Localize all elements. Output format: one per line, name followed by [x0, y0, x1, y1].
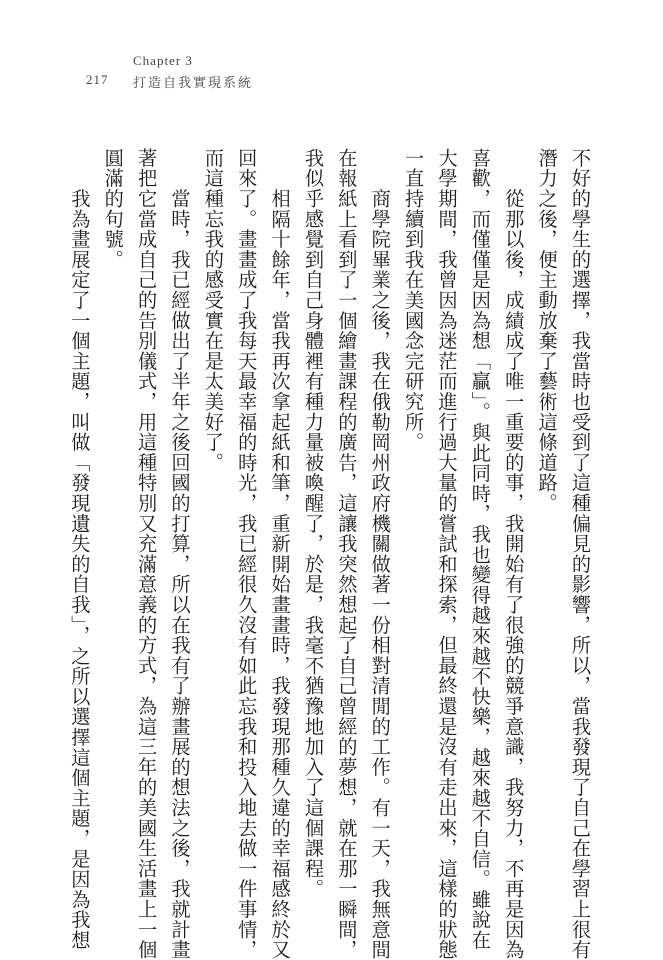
- text-column: 我為畫展定了一個主題，叫做「發現遺失的自我」，之所以選擇這個主題，是因為我想: [68, 148, 92, 951]
- text-column: 圓滿的句號。: [101, 148, 125, 270]
- text-column: 一直持續到我在美國念完研究所。: [402, 148, 426, 453]
- text-column: 從那以後，成績成了唯一重要的事，我開始有了很強的競爭意識，我努力，不再是因為: [502, 148, 526, 960]
- text-column: 商學院畢業之後，我在俄勒岡州政府機關做著一份相對清閒的工作。有一天，我無意間: [368, 148, 392, 960]
- chapter-title: 打造自我實現系統: [133, 76, 254, 91]
- text-column: 當時，我已經做出了半年之後回國的打算，所以在我有了辦畫展的想法之後，我就計畫: [168, 148, 192, 960]
- text-column: 在報紙上看到了一個繪畫課程的廣告，這讓我突然想起了自己曾經的夢想，就在那一瞬間，: [335, 148, 359, 960]
- text-column: 潛力之後，便主動放棄了藝術這條道路。: [535, 148, 559, 514]
- text-column: 我似乎感覺到自己身體裡有種力量被喚醒了，於是，我毫不猶豫地加入了這個課程。: [302, 148, 325, 900]
- page-number: 217: [86, 72, 109, 87]
- text-column: 著把它當成自己的告別儀式，用這種特別又充滿意義的方式，為這三年的美國生活畫上一個: [135, 148, 159, 960]
- text-column: 相隔十餘年，當我再次拿起紙和筆，重新開始畫畫時，我發現那種久違的幸福感終於又: [268, 148, 292, 960]
- text-column: 喜歡，而僅僅是因為想「贏」。與此同時，我也變得越來越不快樂，越來越不自信。雖說在: [468, 148, 492, 951]
- text-column: 不好的學生的選擇，我當時也受到了這種偏見的影響，所以，當我發現了自己在學習上很有: [569, 148, 592, 960]
- text-column: 而這種忘我的感受實在是太美好了。: [201, 148, 225, 473]
- vertical-body-text: [68, 148, 592, 960]
- running-header: [0, 0, 663, 110]
- text-column: 大學期間，我曾因為迷茫而進行過大量的嘗試和探索，但最終還是沒有走出來，這樣的狀態: [435, 148, 459, 960]
- chapter-label: Chapter 3: [133, 53, 193, 68]
- text-column: 回來了。畫畫成了我每天最幸福的時光，我已經很久沒有如此忘我和投入地去做一件事情，: [235, 148, 259, 960]
